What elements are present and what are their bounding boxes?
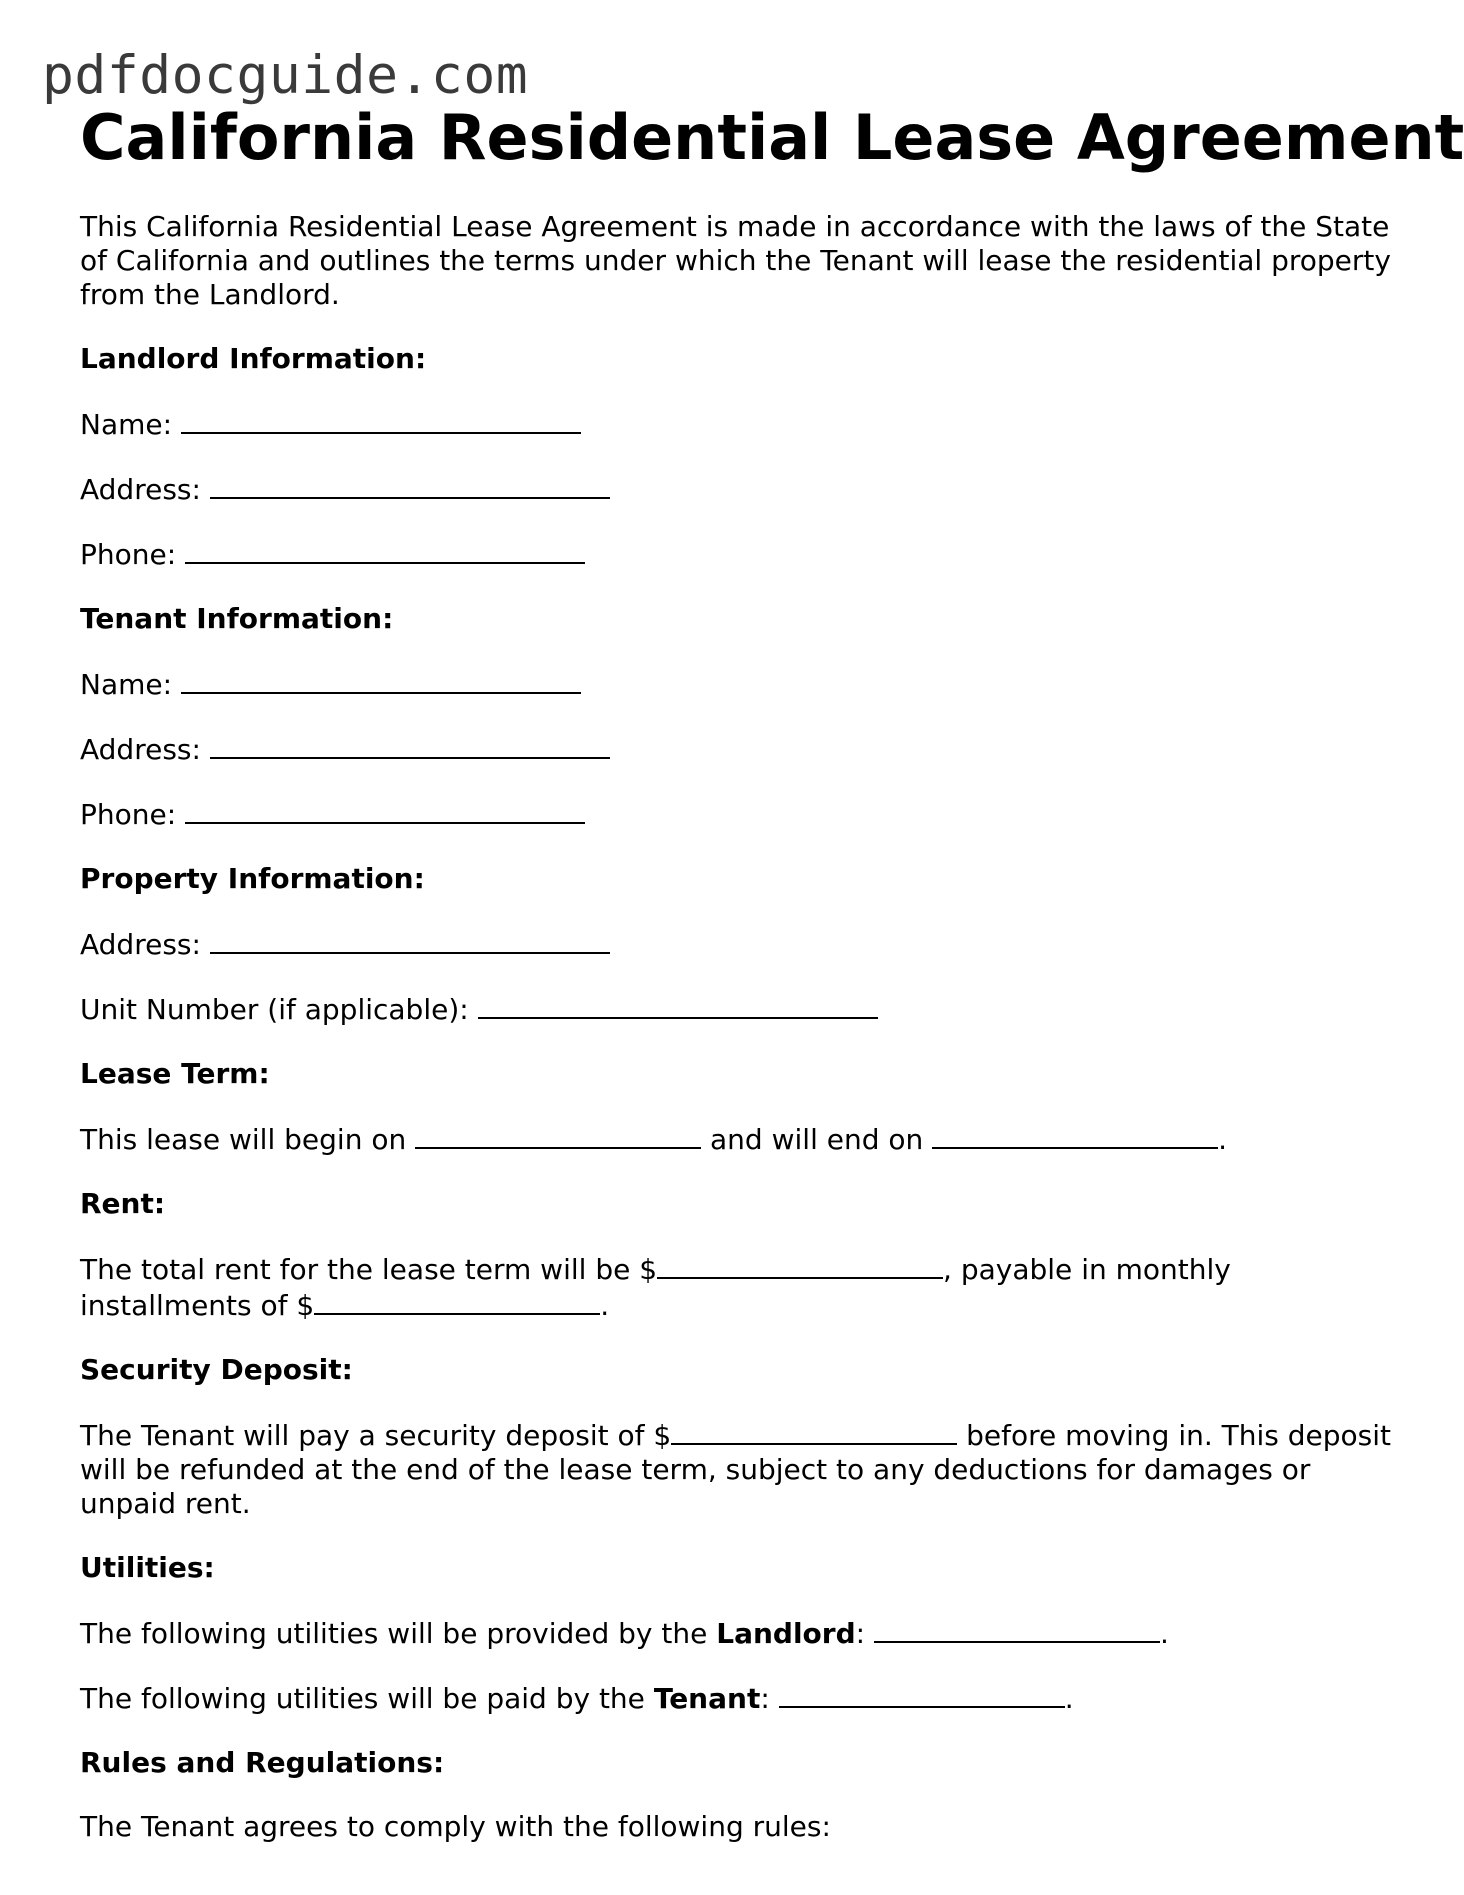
utilities-tenant-prefix: The following utilities will be paid by the — [80, 1682, 654, 1715]
security-deposit-paragraph — [80, 1417, 1400, 1521]
utilities-landlord-word: Landlord — [716, 1617, 856, 1650]
lease-term-heading: Lease Term: — [80, 1057, 270, 1090]
property-address-label: Address: — [80, 928, 210, 961]
rules-heading: Rules and Regulations: — [80, 1746, 445, 1779]
tenant-address-label: Address: — [80, 733, 210, 766]
property-unit-label: Unit Number (if applicable): — [80, 993, 478, 1026]
tenant-phone-label: Phone: — [80, 798, 186, 831]
security-deposit-heading: Security Deposit: — [80, 1353, 353, 1386]
utilities-tenant-field[interactable] — [779, 1680, 1065, 1708]
utilities-landlord-prefix: The following utilities will be provided by the — [80, 1617, 717, 1650]
lease-begin-label: This lease will begin on — [80, 1123, 416, 1156]
utilities-tenant-word: Tenant — [653, 1682, 761, 1715]
utilities-tenant-suffix: : — [760, 1682, 779, 1715]
landlord-heading: Landlord Information: — [80, 342, 427, 375]
lease-end-date-field[interactable] — [932, 1121, 1218, 1149]
tenant-address-field[interactable] — [210, 731, 610, 759]
tenant-name-row — [80, 666, 1400, 702]
rent-period: . — [600, 1289, 610, 1322]
tenant-heading: Tenant Information: — [80, 602, 394, 635]
deposit-amount-field[interactable] — [671, 1417, 957, 1445]
rent-total-field[interactable] — [657, 1251, 943, 1279]
utilities-tenant-row — [80, 1680, 1400, 1716]
landlord-address-field[interactable] — [210, 471, 610, 499]
property-address-field[interactable] — [210, 926, 610, 954]
rent-total-label: The total rent for the lease term will be $ — [80, 1253, 658, 1286]
landlord-phone-row — [80, 536, 1400, 572]
property-address-row — [80, 926, 1400, 962]
deposit-terms-text: before moving in. This deposit will be refunded at the end of the lease term, subject to any deductions for damages or unpaid rent. — [80, 1419, 1392, 1520]
deposit-label: The Tenant will pay a security deposit of $ — [80, 1419, 672, 1452]
property-heading: Property Information: — [80, 862, 425, 895]
landlord-name-field[interactable] — [181, 406, 581, 434]
site-watermark: pdfdocguide.com — [42, 45, 529, 106]
intro-paragraph: This California Residential Lease Agreement is made in accordance with the laws of the State of California and outlines the terms under which the Tenant will lease the residential property from the Landlord. — [80, 210, 1391, 311]
tenant-phone-row — [80, 796, 1400, 832]
utilities-landlord-suffix: : — [855, 1617, 874, 1650]
lease-document — [80, 100, 1464, 1844]
utilities-landlord-period: . — [1160, 1617, 1169, 1650]
tenant-address-row — [80, 731, 1400, 767]
property-unit-field[interactable] — [478, 991, 878, 1019]
tenant-phone-field[interactable] — [185, 796, 585, 824]
landlord-address-row — [80, 471, 1400, 507]
utilities-heading: Utilities: — [80, 1551, 215, 1584]
rent-installment-label: , payable in monthly installments of $ — [80, 1253, 1231, 1322]
landlord-name-row — [80, 406, 1400, 442]
lease-term-period: . — [1218, 1123, 1228, 1156]
rent-paragraph — [80, 1251, 1400, 1323]
property-unit-row — [80, 991, 1400, 1027]
landlord-address-label: Address: — [80, 473, 210, 506]
lease-begin-date-field[interactable] — [415, 1121, 701, 1149]
rent-heading: Rent: — [80, 1187, 166, 1220]
landlord-phone-label: Phone: — [80, 538, 186, 571]
lease-term-row — [80, 1121, 1400, 1157]
rules-text: The Tenant agrees to comply with the following rules: — [80, 1810, 831, 1843]
utilities-tenant-period: . — [1064, 1682, 1074, 1715]
landlord-phone-field[interactable] — [185, 536, 585, 564]
tenant-name-field[interactable] — [181, 666, 581, 694]
landlord-name-label: Name: — [80, 408, 181, 441]
utilities-landlord-field[interactable] — [874, 1615, 1160, 1643]
document-title: California Residential Lease Agreement — [80, 101, 1464, 174]
rent-installment-field[interactable] — [314, 1287, 600, 1315]
tenant-name-label: Name: — [80, 668, 181, 701]
lease-end-label: and will end on — [701, 1123, 933, 1156]
utilities-landlord-row — [80, 1615, 1400, 1651]
